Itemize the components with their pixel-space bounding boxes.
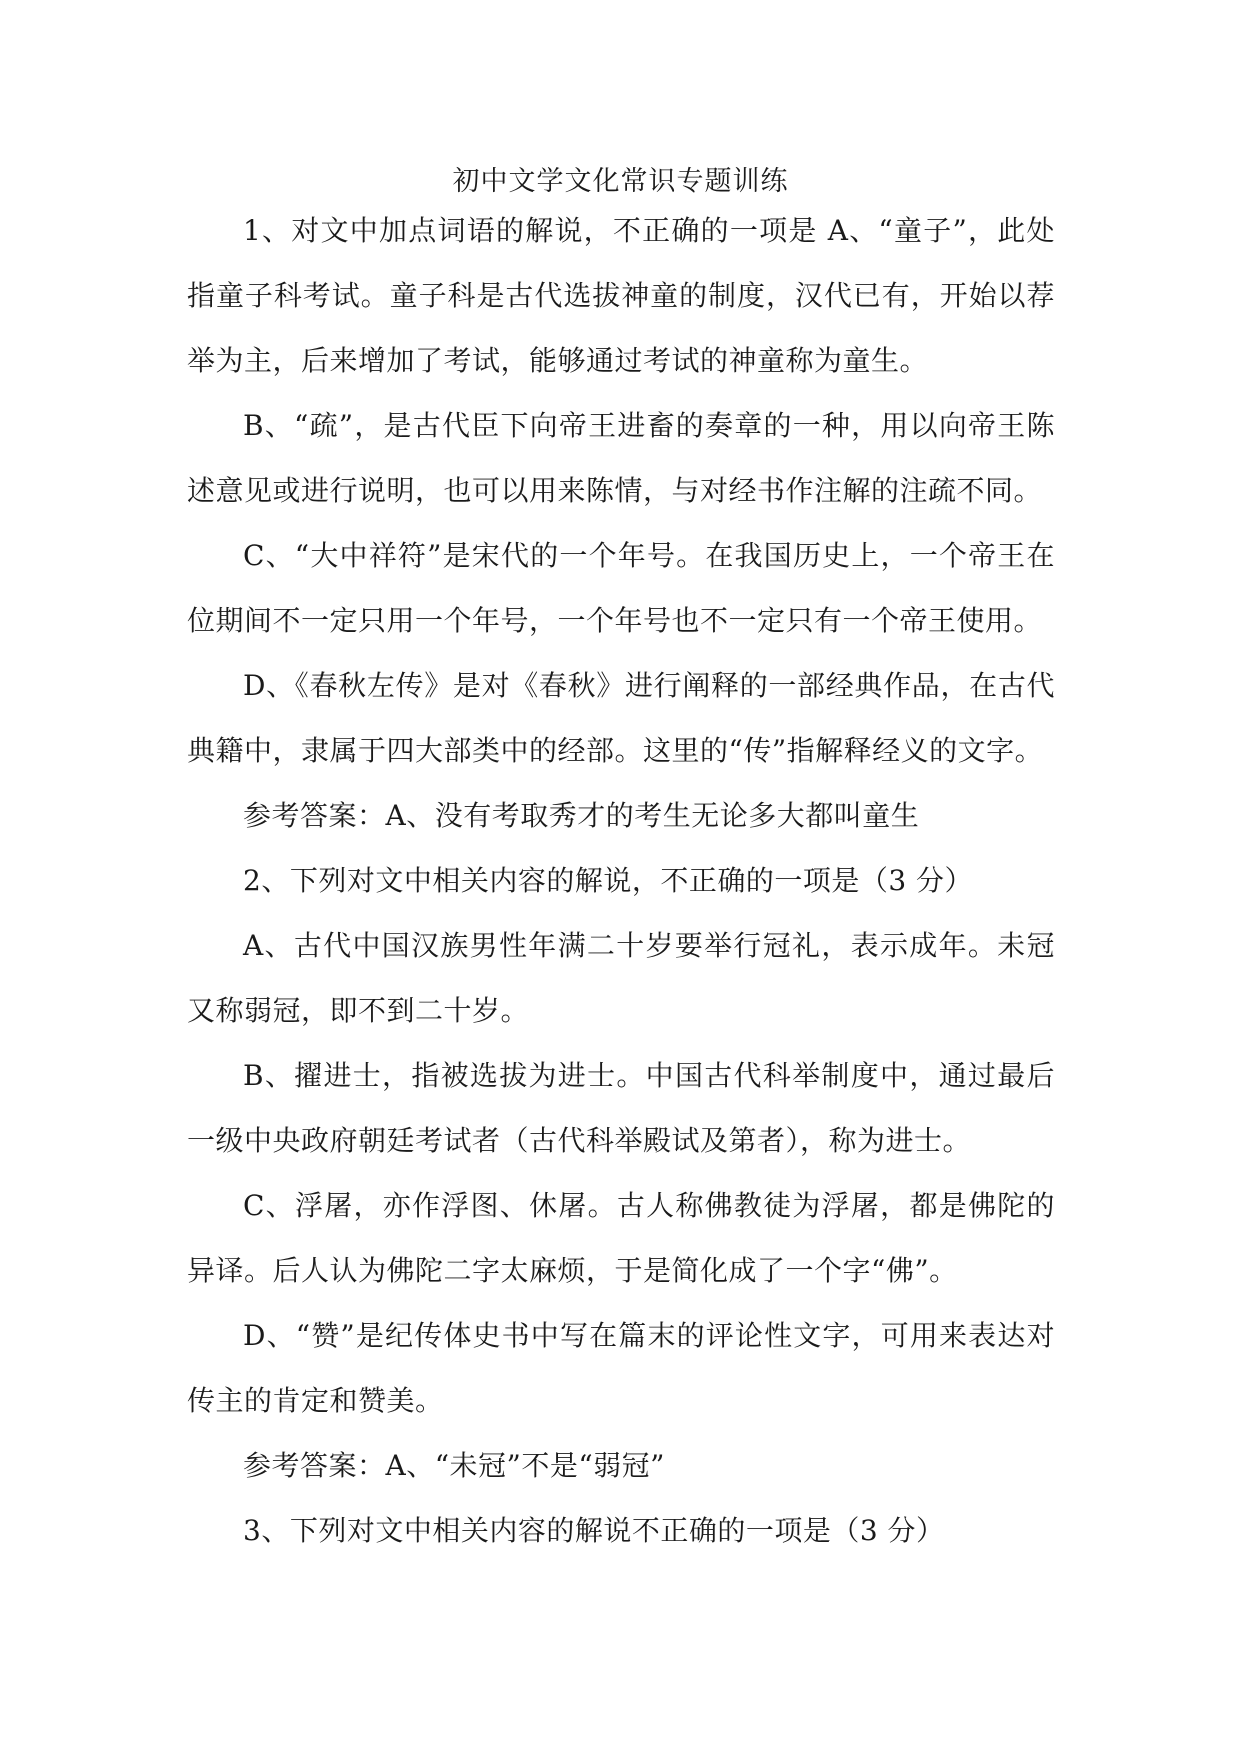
question-2-answer: 参考答案：A、“未冠”不是“弱冠” — [243, 1449, 665, 1482]
question-1-stem-option-a: 1、对文中加点词语的解说，不正确的一项是 A、“童子”，此处指童子科考试。童子科是古代选拔神童的制度，汉代已有，开始以荐举为主，后来增加了考试，能够通过考试的神童称为童生。 — [187, 214, 1055, 377]
document-body — [187, 198, 1055, 1563]
question-1-option-d: D、《春秋左传》是对《春秋》进行阐释的一部经典作品，在古代典籍中，隶属于四大部类中的经部。这里的“传”指解释经义的文字。 — [187, 669, 1055, 767]
question-1-option-c: C、“大中祥符”是宋代的一个年号。在我国历史上，一个帝王在位期间不一定只用一个年号，一个年号也不一定只有一个帝王使用。 — [187, 539, 1055, 637]
question-2-stem: 2、下列对文中相关内容的解说，不正确的一项是（3 分） — [243, 864, 974, 897]
question-2-option-d: D、“赞”是纪传体史书中写在篇末的评论性文字，可用来表达对传主的肯定和赞美。 — [187, 1319, 1055, 1417]
question-2-option-c: C、浮屠，亦作浮图、休屠。古人称佛教徒为浮屠，都是佛陀的异译。后人认为佛陀二字太麻烦，于是简化成了一个字“佛”。 — [187, 1189, 1055, 1287]
document-title: 初中文学文化常识专题训练 — [452, 166, 789, 197]
question-2-option-b: B、擢进士，指被选拔为进士。中国古代科举制度中，通过最后一级中央政府朝廷考试者（古代科举殿试及第者），称为进士。 — [187, 1059, 1055, 1157]
question-1-answer: 参考答案：A、没有考取秀才的考生无论多大都叫童生 — [243, 799, 920, 832]
question-2-option-a: A、古代中国汉族男性年满二十岁要举行冠礼，表示成年。未冠又称弱冠，即不到二十岁。 — [187, 929, 1055, 1027]
question-3-stem: 3、下列对文中相关内容的解说不正确的一项是（3 分） — [243, 1514, 945, 1547]
question-1-option-b: B、“疏”，是古代臣下向帝王进畜的奏章的一种，用以向帝王陈述意见或进行说明，也可以用来陈情，与对经书作注解的注疏不同。 — [187, 409, 1055, 507]
